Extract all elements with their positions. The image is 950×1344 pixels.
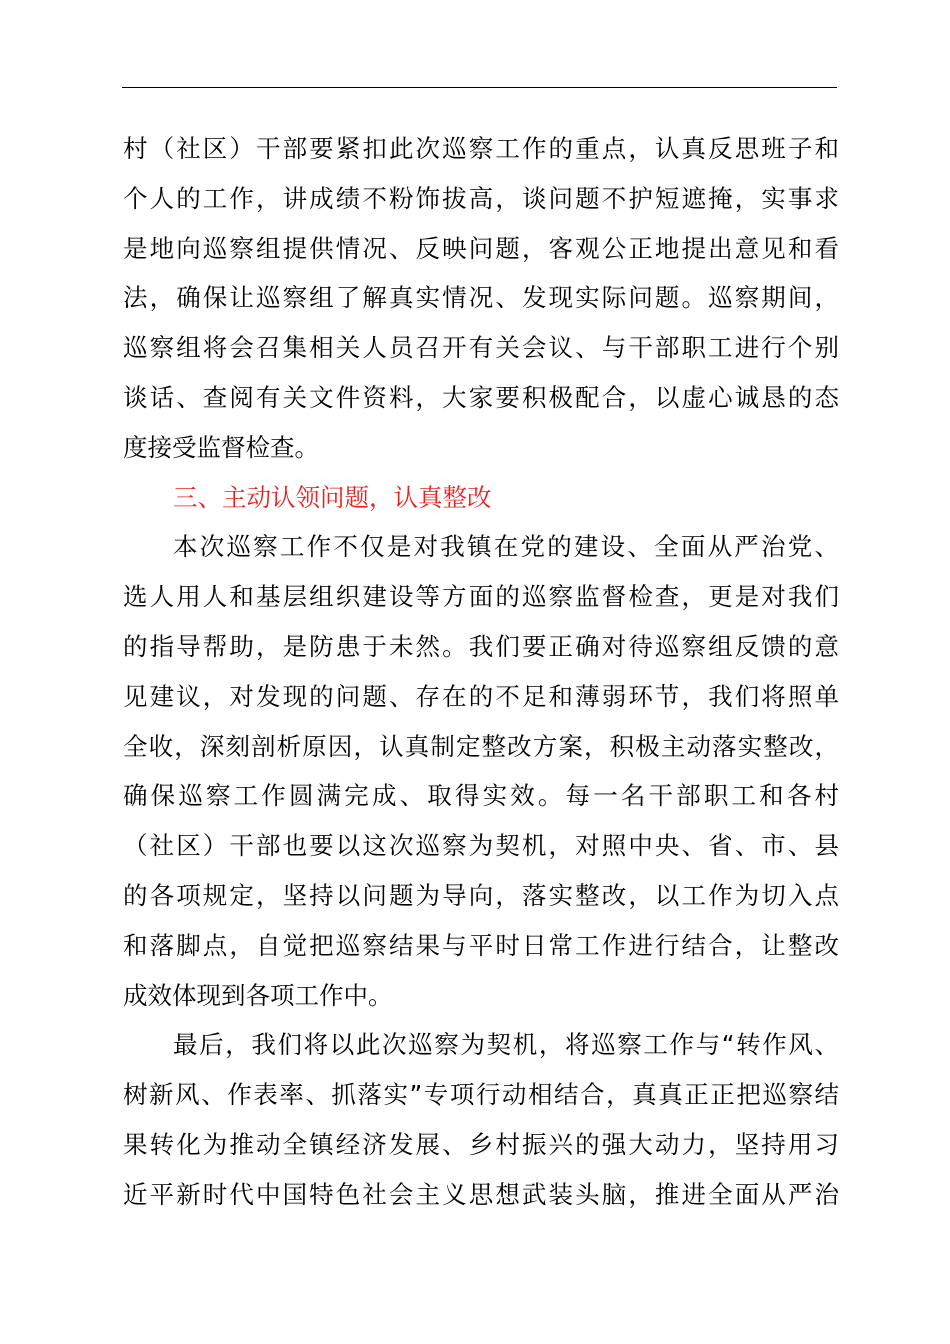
paragraph-3-line-2: 树新风、作表率、抓落实”专项行动相结合，真真正正把巡察结 xyxy=(123,1080,839,1110)
paragraph-2-line-5: 全收，深刻剖析原因，认真制定整改方案，积极主动落实整改， xyxy=(123,731,839,761)
paragraph-1-line-7: 度接受监督检查。 xyxy=(123,432,319,462)
paragraph-1-line-5: 巡察组将会召集相关人员召开有关会议、与干部职工进行个别 xyxy=(123,333,839,363)
document-body xyxy=(123,124,839,1220)
paragraph-1-line-1: 村（社区）干部要紧扣此次巡察工作的重点，认真反思班子和 xyxy=(123,134,839,163)
paragraph-2-line-9: 和落脚点，自觉把巡察结果与平时日常工作进行结合，让整改 xyxy=(123,930,839,960)
paragraph-1-line-4: 法，确保让巡察组了解真实情况、发现实际问题。巡察期间， xyxy=(123,283,839,313)
paragraph-3-line-3: 果转化为推动全镇经济发展、乡村振兴的强大动力，坚持用习 xyxy=(123,1129,839,1159)
paragraph-2-line-4: 见建议，对发现的问题、存在的不足和薄弱环节，我们将照单 xyxy=(123,681,839,711)
paragraph-2-line-6: 确保巡察工作圆满完成、取得实效。每一名干部职工和各村 xyxy=(123,781,839,811)
paragraph-1-line-3: 是地向巡察组提供情况、反映问题，客观公正地提出意见和看 xyxy=(123,233,839,263)
section-heading: 三、主动认领问题，认真整改 xyxy=(173,482,492,512)
paragraph-2-line-3: 的指导帮助，是防患于未然。我们要正确对待巡察组反馈的意 xyxy=(123,631,839,661)
paragraph-1-line-6: 谈话、查阅有关文件资料，大家要积极配合，以虚心诚恳的态 xyxy=(123,382,839,412)
paragraph-2-line-10: 成效体现到各项工作中。 xyxy=(123,980,393,1010)
paragraph-1-line-2: 个人的工作，讲成绩不粉饰拔高，谈问题不护短遮掩，实事求 xyxy=(123,183,839,213)
paragraph-2-line-1: 本次巡察工作不仅是对我镇在党的建设、全面从严治党、 xyxy=(173,532,839,562)
paragraph-2-line-7: （社区）干部也要以这次巡察为契机，对照中央、省、市、县 xyxy=(123,831,839,861)
paragraph-3-line-1: 最后，我们将以此次巡察为契机，将巡察工作与“转作风、 xyxy=(173,1030,839,1060)
header-rule xyxy=(122,87,837,88)
paragraph-2-line-8: 的各项规定，坚持以问题为导向，落实整改，以工作为切入点 xyxy=(123,880,839,910)
paragraph-2-line-2: 选人用人和基层组织建设等方面的巡察监督检查，更是对我们 xyxy=(123,582,839,612)
paragraph-3-line-4: 近平新时代中国特色社会主义思想武装头脑，推进全面从严治 xyxy=(123,1179,839,1209)
